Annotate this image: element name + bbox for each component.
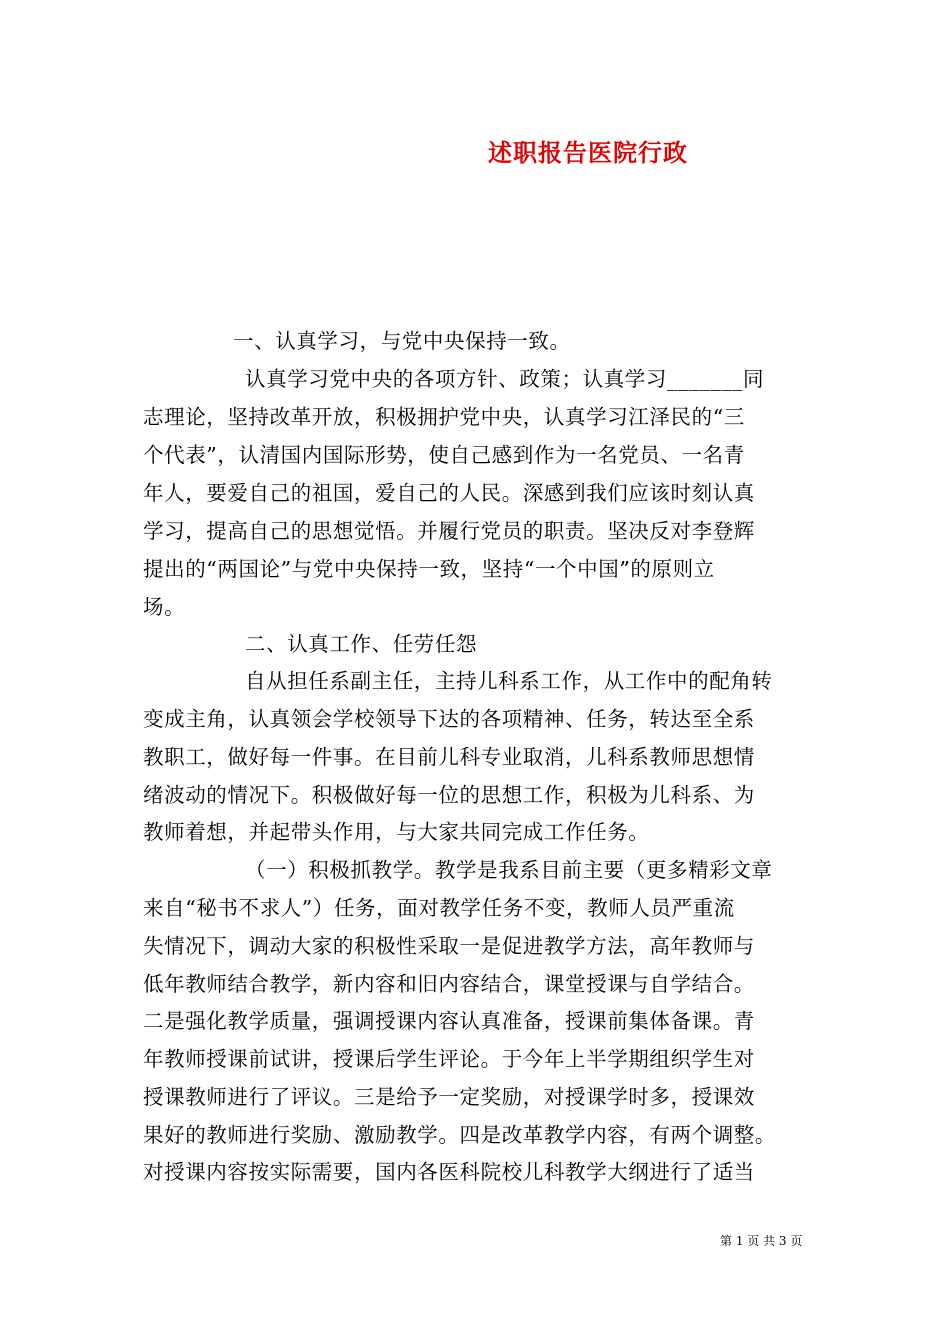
- paragraph-line: 果好的教师进行奖励、激励教学。四是改革教学内容，有两个调整。: [143, 1123, 776, 1147]
- paragraph-line: 教师着想，并起带头作用，与大家共同完成工作任务。: [143, 820, 650, 844]
- paragraph-line: 场。: [143, 595, 186, 619]
- paragraph-line: 教职工，做好每一件事。在目前儿科专业取消，儿科系教师思想情: [143, 745, 755, 769]
- paragraph-line: 学习，提高自己的思想觉悟。并履行党员的职责。坚决反对李登辉: [143, 519, 755, 543]
- paragraph-line: （一）积极抓教学。教学是我系目前主要（更多精彩文章: [245, 858, 773, 882]
- paragraph-line: 对授课内容按实际需要，国内各医科院校儿科教学大纲进行了适当: [143, 1160, 755, 1184]
- paragraph-line: 提出的“两国论”与党中央保持一致，坚持“一个中国”的原则立: [143, 557, 715, 581]
- section-heading-2: 二、认真工作、任劳任怨: [245, 632, 478, 656]
- paragraph-line: 二是强化教学质量，强调授课内容认真准备，授课前集体备课。青: [143, 1009, 755, 1033]
- paragraph-line: 来自“秘书不求人”）任务，面对教学任务不变，教师人员严重流: [143, 896, 735, 920]
- paragraph-line: 认真学习党中央的各项方针、政策；认真学习_______同: [245, 367, 765, 391]
- paragraph-line: 自从担任系副主任，主持儿科系工作，从工作中的配角转: [245, 669, 773, 693]
- paragraph-line: 失情况下，调动大家的积极性采取一是促进教学方法，高年教师与: [143, 934, 755, 958]
- paragraph-line: 绪波动的情况下。积极做好每一位的思想工作，积极为儿科系、为: [143, 783, 755, 807]
- page-number: 第 1 页 共 3 页: [720, 1234, 803, 1248]
- paragraph-line: 个代表”，认清国内国际形势，使自己感到作为一名党员、一名青: [143, 443, 745, 467]
- paragraph-line: 低年教师结合教学，新内容和旧内容结合，课堂授课与自学结合。: [143, 972, 755, 996]
- page-title: 述职报告医院行政: [488, 138, 688, 167]
- paragraph-line: 年人，要爱自己的祖国，爱自己的人民。深感到我们应该时刻认真: [143, 481, 755, 505]
- paragraph-line: 授课教师进行了评议。三是给予一定奖励，对授课学时多，授课效: [143, 1085, 755, 1109]
- paragraph-line: 志理论，坚持改革开放，积极拥护党中央，认真学习江泽民的“三: [143, 405, 745, 429]
- paragraph-line: 变成主角，认真领会学校领导下达的各项精神、任务，转达至全系: [143, 707, 755, 731]
- paragraph-line: 年教师授课前试讲，授课后学生评论。于今年上半学期组织学生对: [143, 1047, 755, 1071]
- section-heading-1: 一、认真学习，与党中央保持一致。: [233, 329, 571, 353]
